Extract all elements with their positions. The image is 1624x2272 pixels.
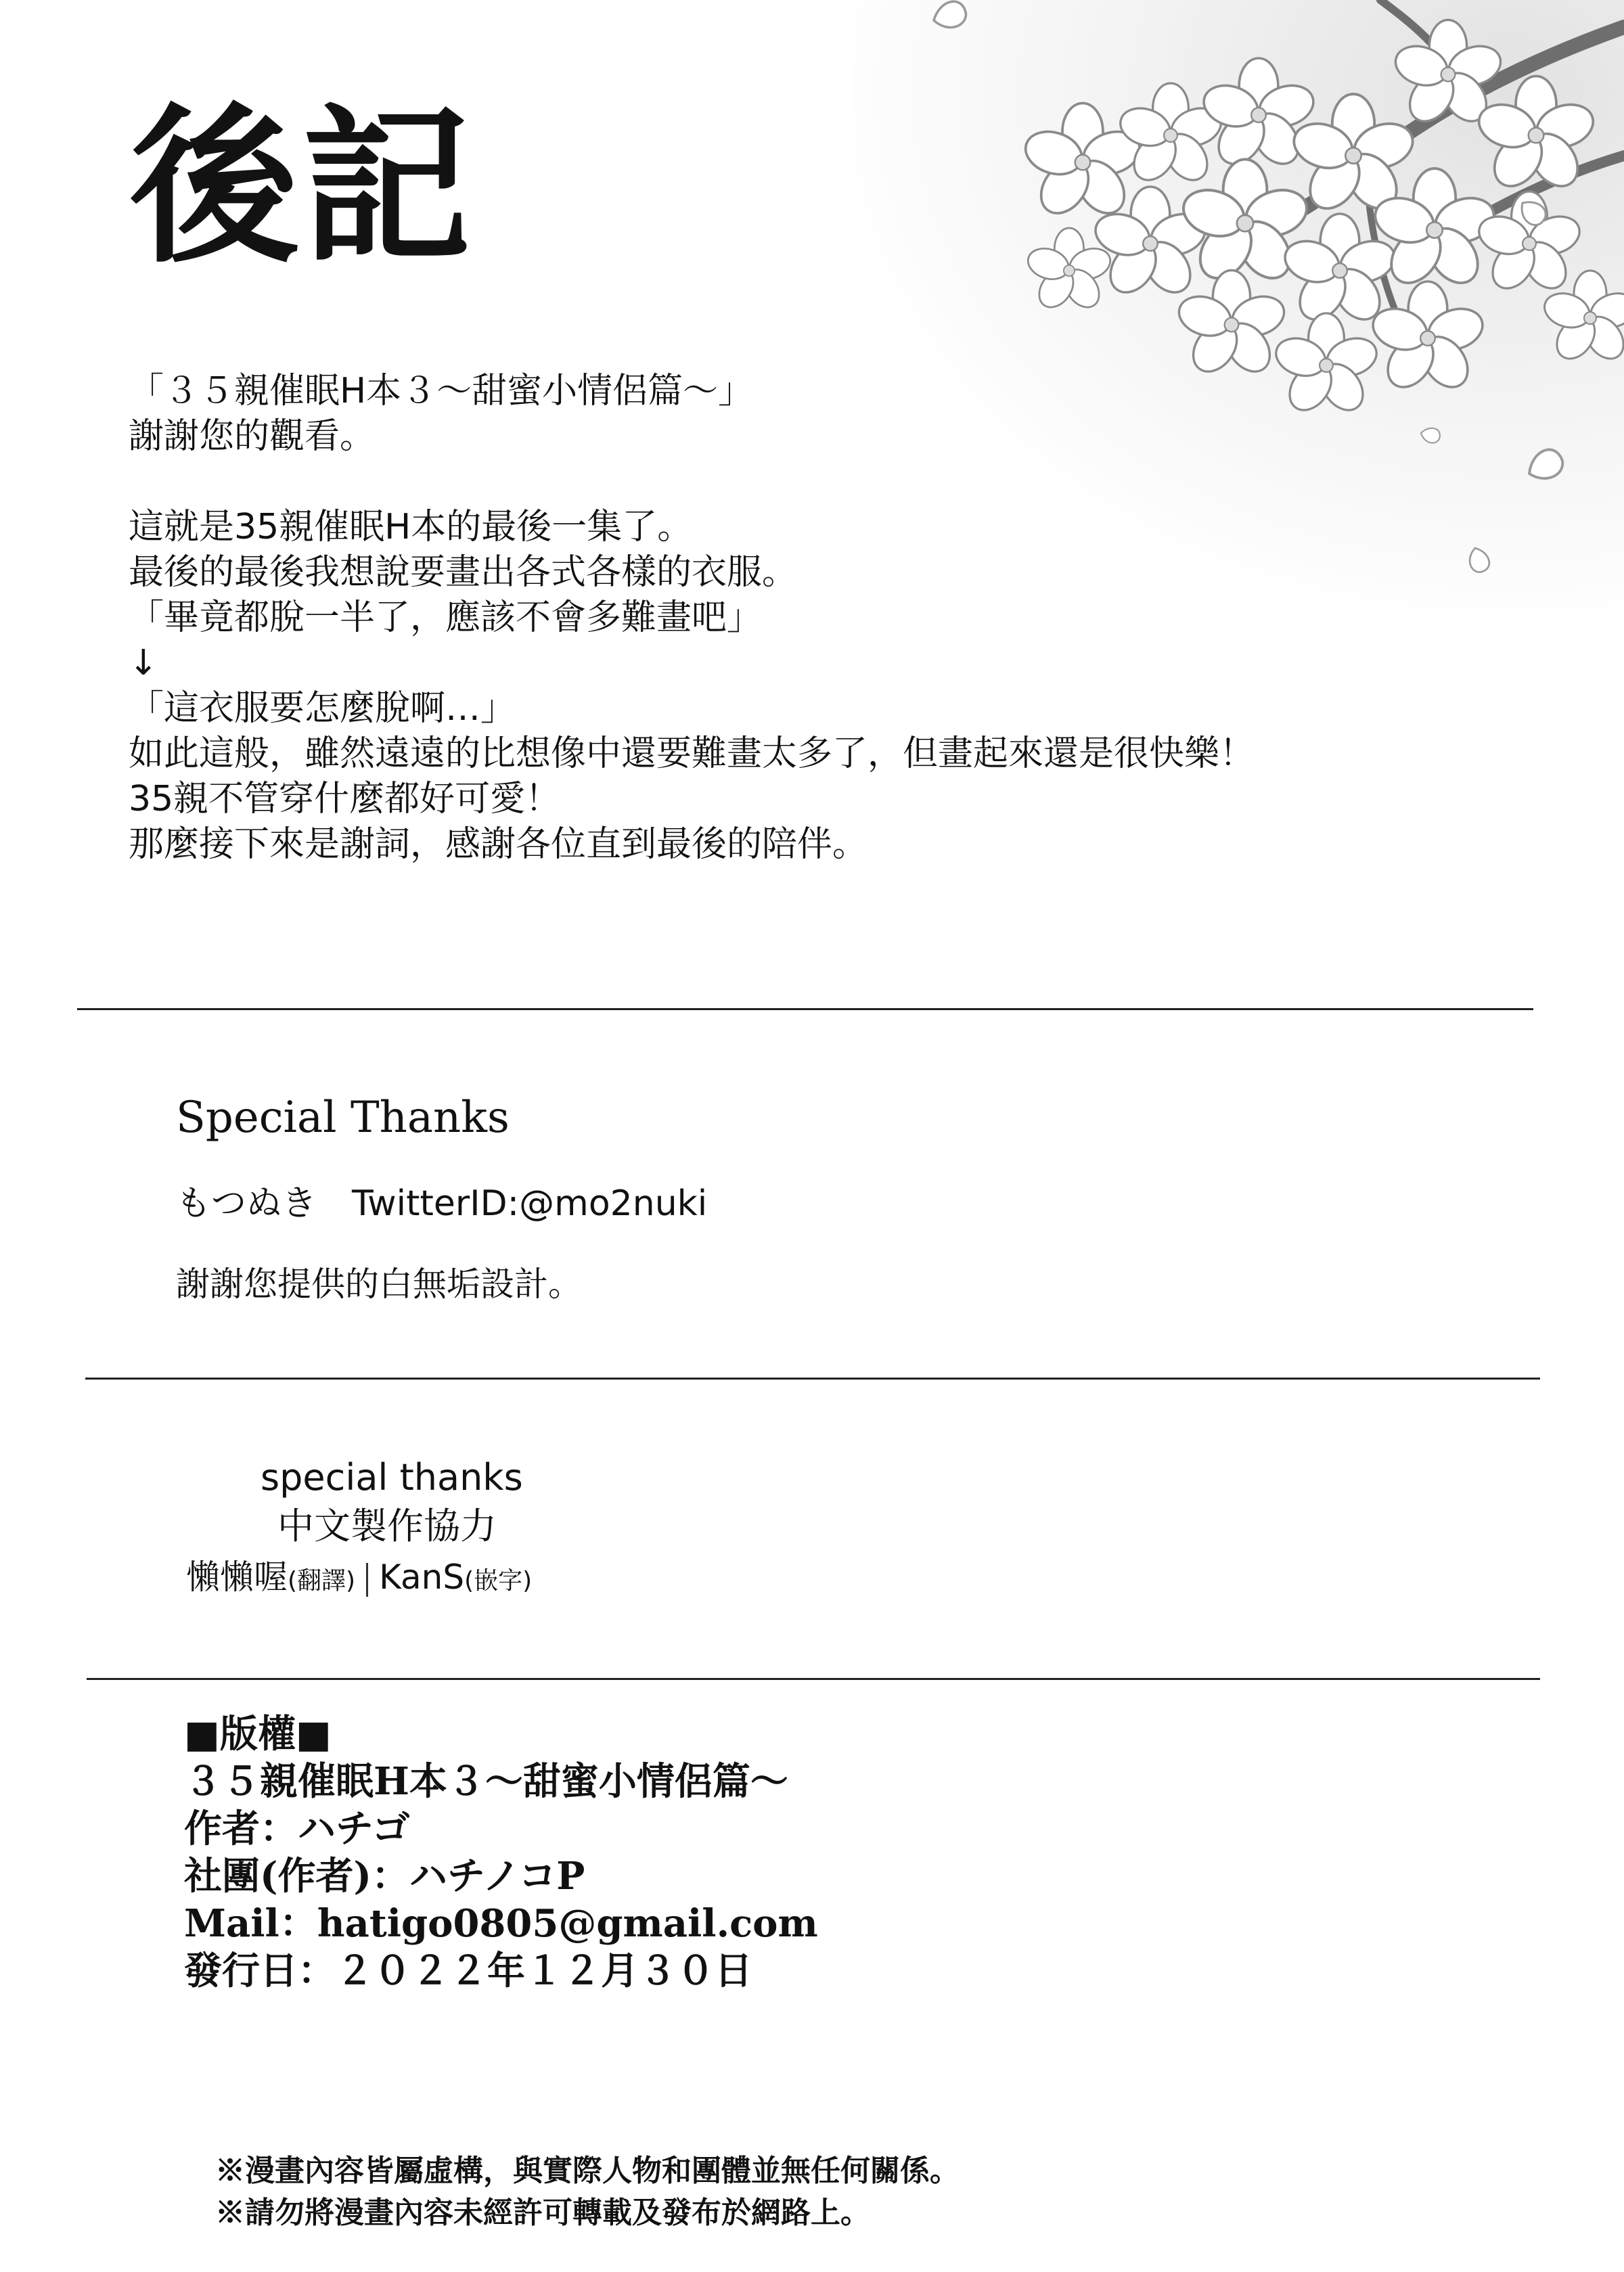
typesetter-role: (嵌字)	[464, 1567, 533, 1595]
afterword-line	[129, 459, 1482, 505]
colophon-line: ３５親催眠H本３～甜蜜小情侶篇～	[184, 1759, 788, 1804]
section-divider	[87, 1678, 1540, 1680]
colophon	[184, 1710, 818, 1995]
afterword-line: 這就是35親催眠H本的最後一集了。	[129, 507, 693, 547]
translation-credits-subheading: 中文製作協力	[277, 1505, 497, 1547]
special-thanks-name: もつぬき TwitterID:@mo2nuki	[176, 1183, 708, 1224]
afterword-line: 「３５親催眠H本３～甜蜜小情侶篇～」	[129, 371, 754, 411]
page-title: 後記	[130, 87, 474, 286]
afterword-line: 35親不管穿什麼都好可愛！	[129, 779, 561, 819]
colophon-line: 社團(作者)：ハチノコP	[184, 1854, 585, 1899]
afterword-line: 如此這般，雖然遠遠的比想像中還要難畫太多了，但畫起來還是很快樂！	[129, 733, 1255, 774]
afterword-body	[129, 369, 1482, 867]
afterword-line: 「畢竟都脫一半了，應該不會多難畫吧」	[129, 597, 763, 638]
translator-role: (翻譯)	[288, 1567, 356, 1595]
afterword-line: 最後的最後我想說要畫出各式各樣的衣服。	[129, 552, 798, 593]
special-thanks-heading: Special Thanks	[176, 1093, 510, 1143]
disclaimers	[215, 2150, 960, 2234]
afterword-line: 「這衣服要怎麼脫啊…」	[129, 688, 516, 729]
colophon-line: 發行日：２０２２年１２月３０日	[184, 1949, 752, 1993]
colophon-heading: ■版權■	[184, 1712, 332, 1756]
section-divider	[85, 1378, 1540, 1380]
translator-name: 懶懶喔	[186, 1558, 288, 1597]
disclaimer-line: ※請勿將漫畫內容未經許可轉載及發布於網路上。	[215, 2196, 870, 2230]
section-divider	[77, 1008, 1533, 1010]
translation-credits-heading: special thanks	[261, 1456, 523, 1499]
afterword-line: ↓	[129, 643, 158, 683]
typesetter-name: KanS	[379, 1558, 465, 1597]
colophon-line: Mail：hatigo0805@gmail.com	[184, 1901, 818, 1946]
translation-credits	[186, 1555, 532, 1604]
afterword-line: 謝謝您的觀看。	[129, 416, 376, 457]
afterword-line: 那麼接下來是謝詞，感謝各位直到最後的陪伴。	[129, 824, 868, 865]
colophon-line: 作者：ハチゴ	[184, 1807, 410, 1851]
disclaimer-line: ※漫畫內容皆屬虛構，與實際人物和團體並無任何關係。	[215, 2154, 960, 2188]
credit-separator	[366, 1563, 368, 1597]
special-thanks-note: 謝謝您提供的白無垢設計。	[176, 1265, 582, 1304]
